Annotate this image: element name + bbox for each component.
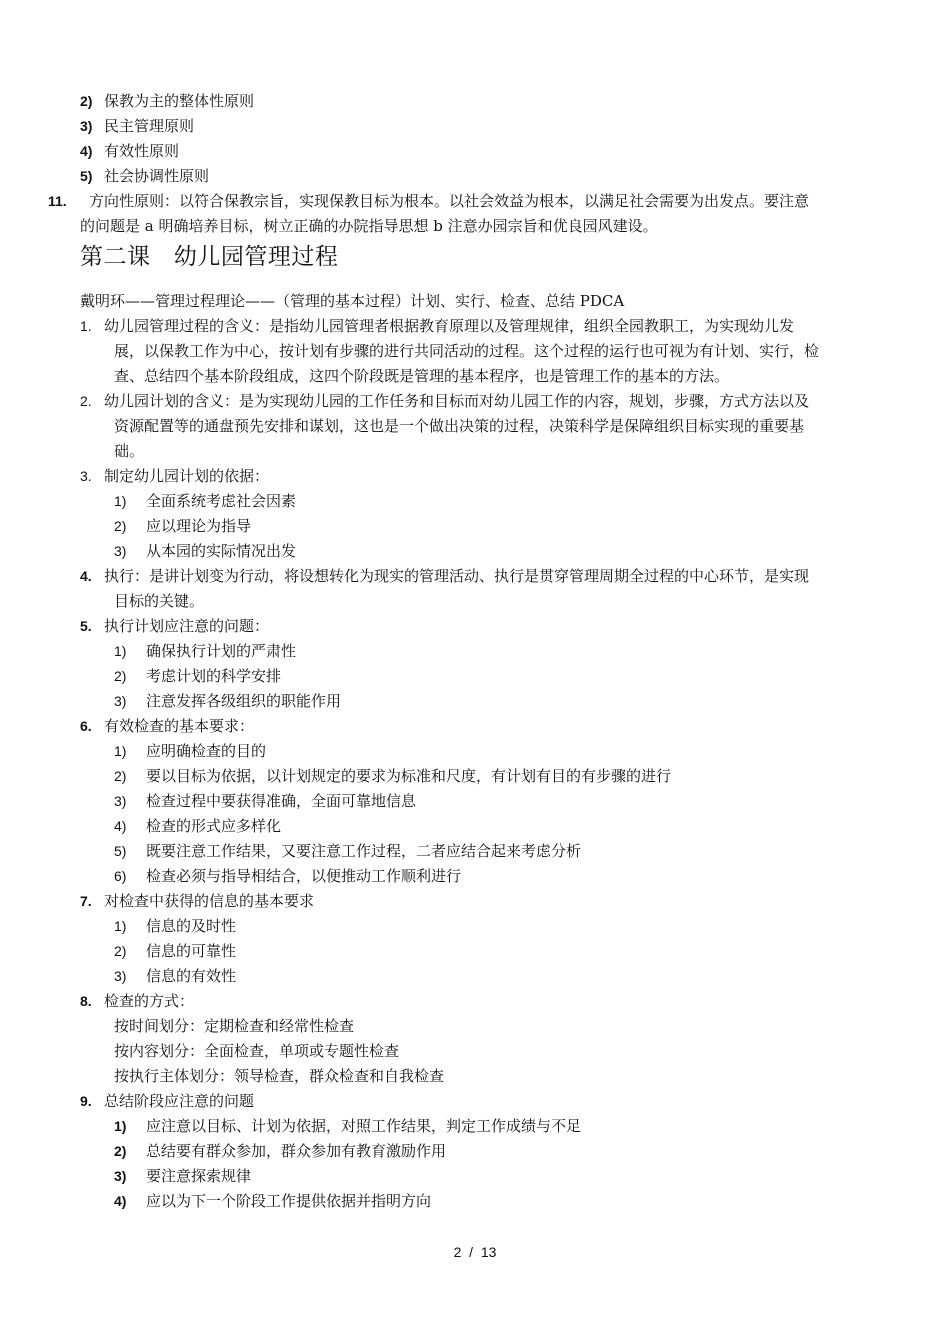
method-line: 按内容划分：全面检查，单项或专题性检查 (114, 1042, 400, 1060)
sub-item: 检查必须与指导相结合，以便推动工作顺利进行 (146, 867, 462, 885)
list-title: 总结阶段应注意的问题 (104, 1092, 255, 1110)
sub-number: 6) (114, 868, 127, 884)
list-item: 有效性原则 (104, 142, 180, 160)
paragraph-line: 的问题是 a 明确培养目标，树立正确的办院指导思想 b 注意办园宗旨和优良园风建设。 (80, 217, 658, 235)
sub-number: 4) (114, 1193, 127, 1209)
list-title: 有效检查的基本要求： (104, 717, 255, 735)
sub-number: 3) (114, 693, 127, 709)
list-title: 检查的方式： (104, 992, 195, 1010)
paragraph-line: 方向性原则：以符合保教宗旨，实现保教目标为根本。以社会效益为根本，以满足社会需要为出发点。要注意 (89, 192, 810, 210)
sub-number: 3) (114, 1168, 127, 1184)
list-title: 制定幼儿园计划的依据： (104, 467, 270, 485)
list-number: 7. (80, 893, 92, 909)
sub-item: 要以目标为依据，以计划规定的要求为标准和尺度，有计划有目的有步骤的进行 (146, 767, 672, 785)
sub-item: 应以理论为指导 (146, 517, 252, 535)
list-item: 社会协调性原则 (104, 167, 210, 185)
sub-number: 2) (114, 1143, 127, 1159)
paragraph-line: 幼儿园计划的含义：是为实现幼儿园的工作任务和目标而对幼儿园工作的内容，规划，步骤，方式方法以及 (104, 392, 810, 410)
sub-item: 检查的形式应多样化 (146, 817, 282, 835)
sub-number: 2) (114, 768, 127, 784)
paragraph-line: 目标的关键。 (114, 592, 205, 610)
sub-item: 检查过程中要获得准确，全面可靠地信息 (146, 792, 417, 810)
list-number: 2. (80, 393, 92, 409)
sub-number: 1) (114, 493, 127, 509)
sub-number: 1) (114, 643, 127, 659)
paragraph-line: 执行：是讲计划变为行动，将设想转化为现实的管理活动、执行是贯穿管理周期全过程的中心环节，是实现 (104, 567, 810, 585)
sub-number: 2) (114, 518, 127, 534)
intro-line: 戴明环——管理过程理论——（管理的基本过程）计划、实行、检查、总结 PDCA (80, 292, 625, 310)
sub-item: 信息的可靠性 (146, 942, 237, 960)
sub-item: 从本园的实际情况出发 (146, 542, 297, 560)
sub-item: 信息的有效性 (146, 967, 237, 985)
list-number: 2) (80, 93, 93, 109)
list-number: 1. (80, 318, 92, 334)
sub-number: 3) (114, 968, 127, 984)
sub-item: 既要注意工作结果，又要注意工作过程，二者应结合起来考虑分析 (146, 842, 582, 860)
sub-number: 3) (114, 543, 127, 559)
sub-item: 要注意探索规律 (146, 1167, 252, 1185)
sub-item: 应注意以目标、计划为依据，对照工作结果，判定工作成绩与不足 (146, 1117, 582, 1135)
list-number: 5. (80, 618, 92, 634)
sub-number: 1) (114, 743, 127, 759)
sub-number: 2) (114, 943, 127, 959)
list-number: 11. (48, 193, 67, 209)
sub-number: 3) (114, 793, 127, 809)
list-item: 保教为主的整体性原则 (104, 92, 255, 110)
sub-item: 全面系统考虑社会因素 (146, 492, 297, 510)
sub-item: 总结要有群众参加，群众参加有教育激励作用 (146, 1142, 447, 1160)
list-item: 民主管理原则 (104, 117, 195, 135)
sub-item: 信息的及时性 (146, 917, 237, 935)
sub-number: 5) (114, 843, 127, 859)
list-number: 3) (80, 118, 93, 134)
paragraph-line: 资源配置等的通盘预先安排和谋划，这也是一个做出决策的过程，决策科学是保障组织目标实现的重要基 (114, 417, 805, 435)
section-heading: 第二课 幼儿园管理过程 (80, 244, 339, 270)
sub-number: 4) (114, 818, 127, 834)
sub-item: 确保执行计划的严肃性 (146, 642, 297, 660)
sub-item: 应以为下一个阶段工作提供依据并指明方向 (146, 1192, 432, 1210)
method-line: 按时间划分：定期检查和经常性检查 (114, 1017, 355, 1035)
list-number: 4) (80, 143, 93, 159)
page-number: 2 / 13 (453, 1244, 497, 1260)
sub-number: 1) (114, 918, 127, 934)
list-number: 4. (80, 568, 92, 584)
sub-item: 考虑计划的科学安排 (146, 667, 282, 685)
paragraph-line: 展，以保教工作为中心，按计划有步骤的进行共同活动的过程。这个过程的运行也可视为有计划、实行，检 (114, 342, 820, 360)
sub-item: 注意发挥各级组织的职能作用 (146, 692, 342, 710)
list-number: 8. (80, 993, 92, 1009)
list-title: 执行计划应注意的问题： (104, 617, 270, 635)
paragraph-line: 幼儿园管理过程的含义：是指幼儿园管理者根据教育原理以及管理规律，组织全园教职工，为实现幼儿发 (104, 317, 795, 335)
list-number: 6. (80, 718, 92, 734)
sub-item: 应明确检查的目的 (146, 742, 267, 760)
list-number: 3. (80, 468, 92, 484)
list-title: 对检查中获得的信息的基本要求 (104, 892, 315, 910)
paragraph-line: 查、总结四个基本阶段组成，这四个阶段既是管理的基本程序，也是管理工作的基本的方法。 (114, 367, 730, 385)
sub-number: 2) (114, 668, 127, 684)
list-number: 9. (80, 1093, 92, 1109)
list-number: 5) (80, 168, 93, 184)
paragraph-line: 础。 (114, 442, 145, 460)
sub-number: 1) (114, 1118, 127, 1134)
method-line: 按执行主体划分：领导检查，群众检查和自我检查 (114, 1067, 445, 1085)
